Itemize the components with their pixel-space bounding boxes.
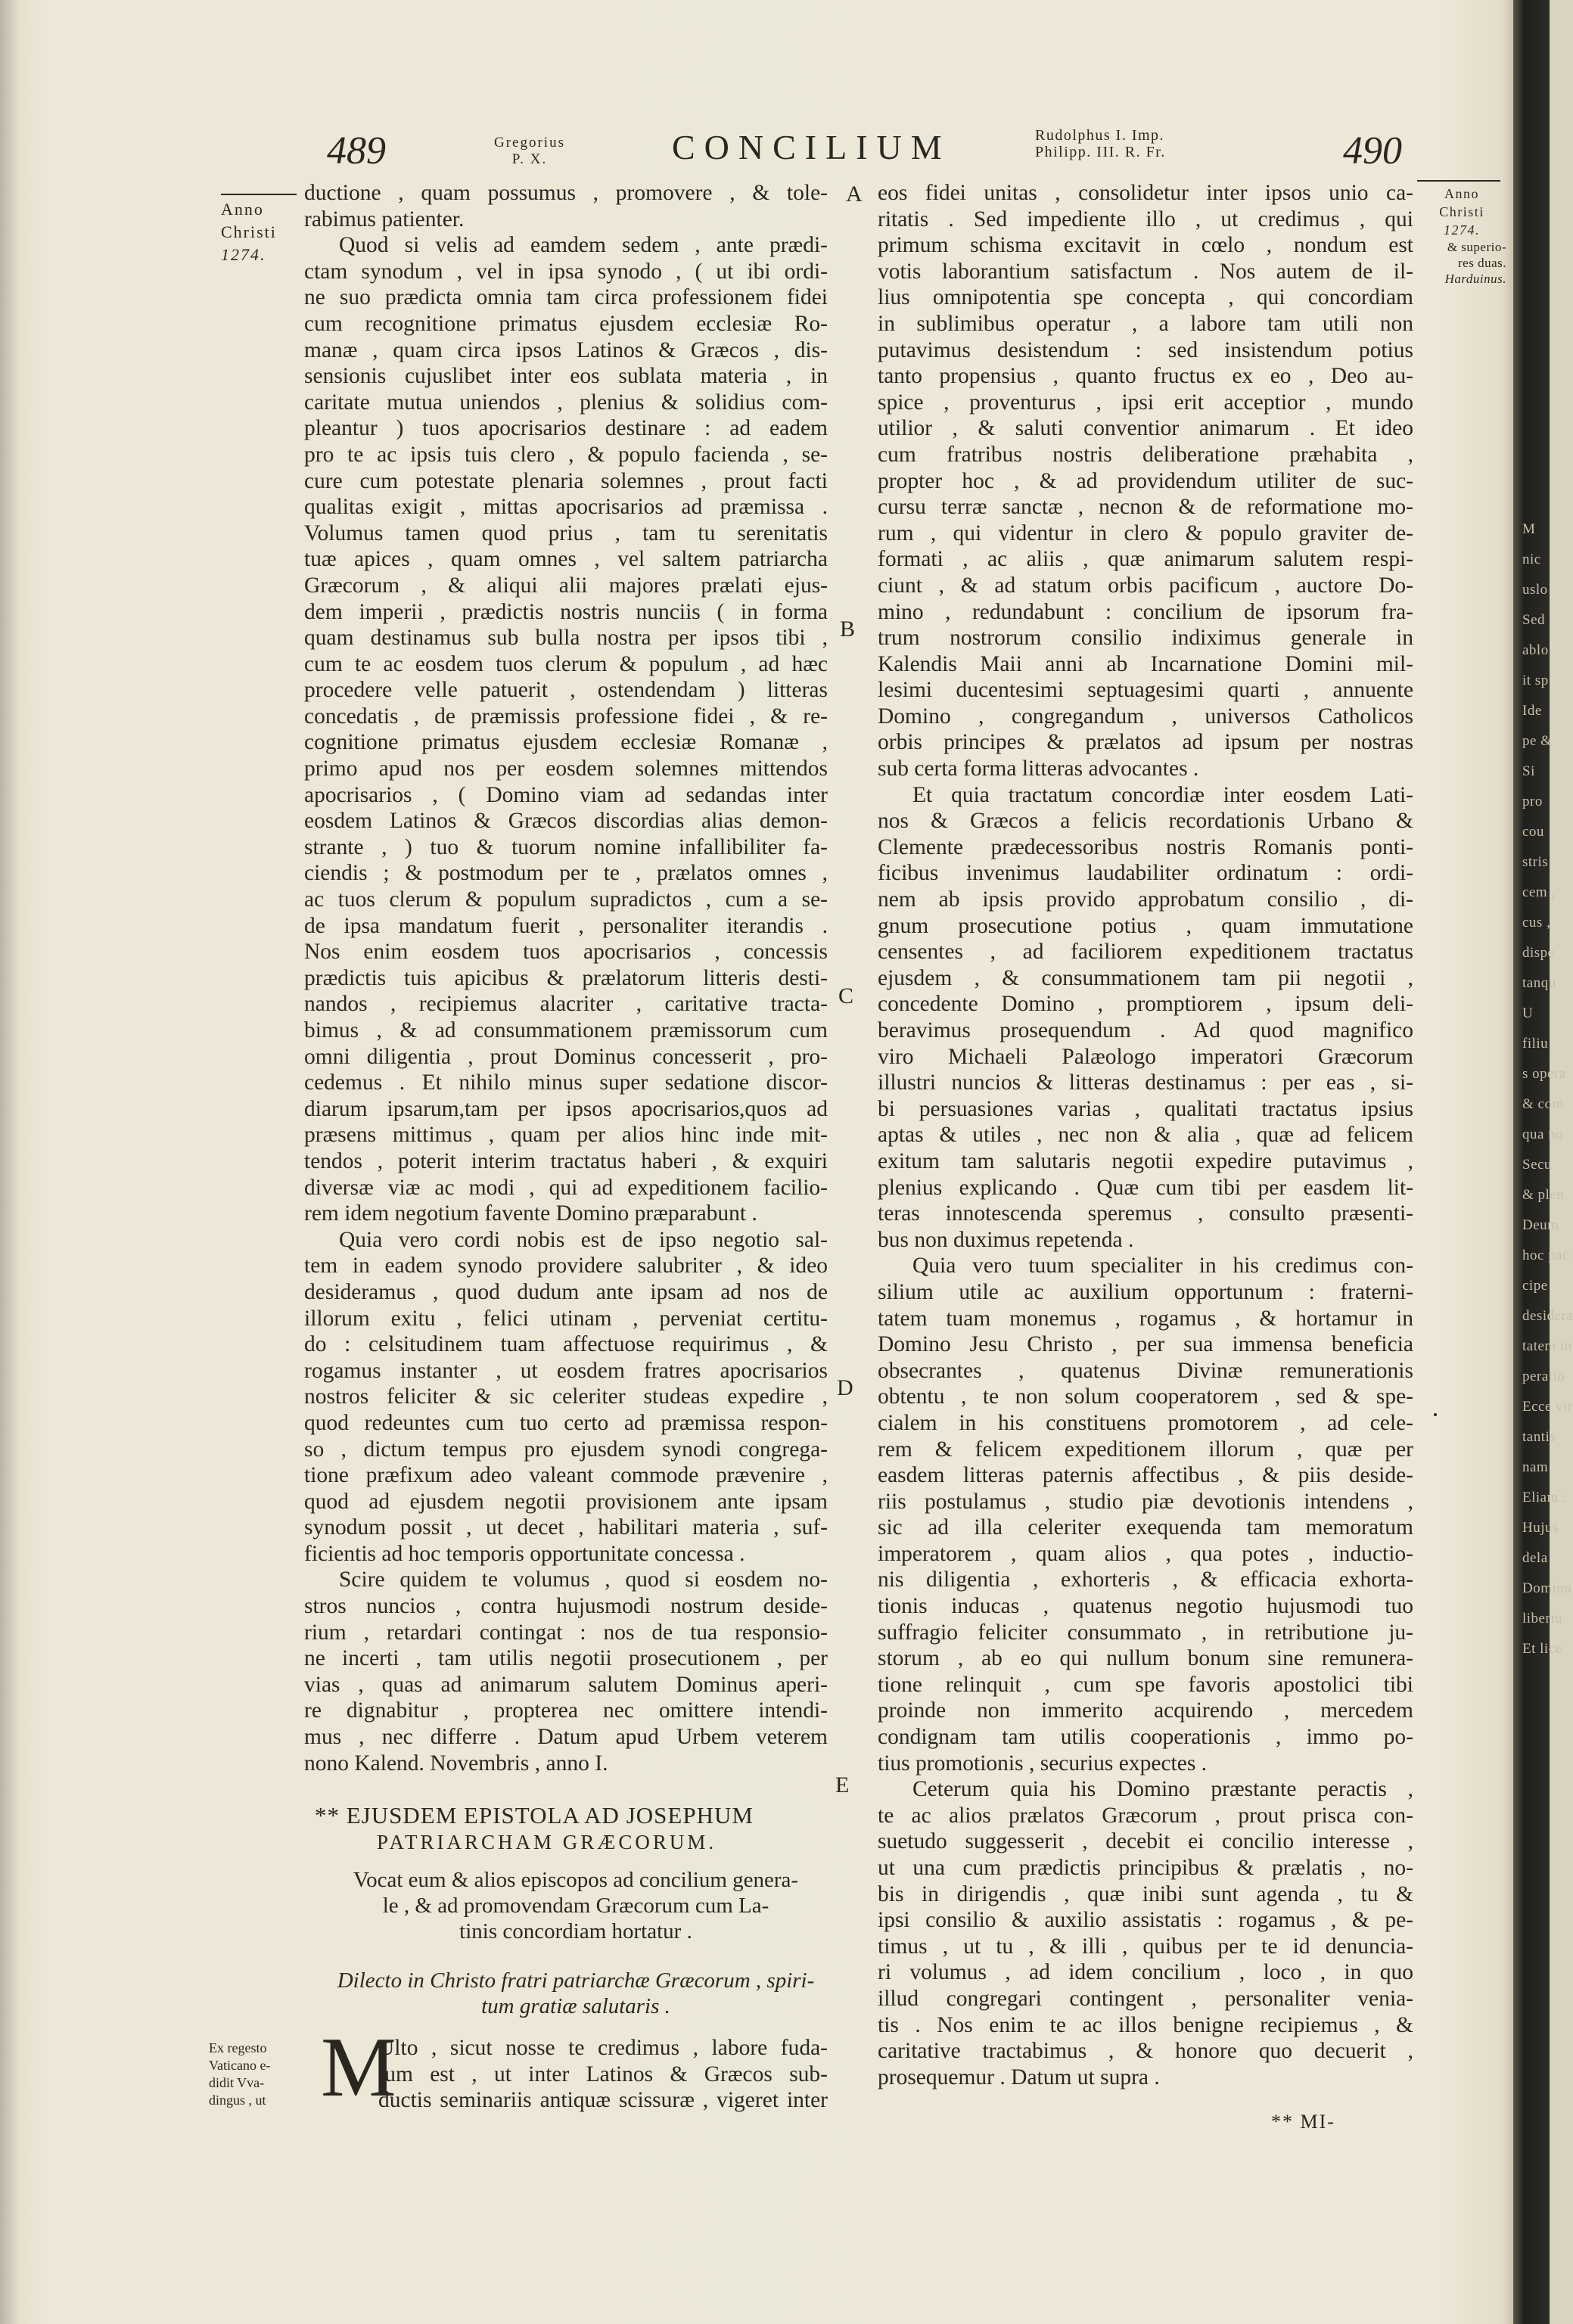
text-line: sic ad illa celeriter exequenda tam memoratum — [878, 1515, 1413, 1540]
text-line: quam destinamus sub bulla nostra per ipsos tibi , — [304, 626, 828, 651]
facing-page-fragment: peratio — [1522, 1369, 1565, 1384]
text-line: stros nuncios , contra hujusmodi nostrum deside- — [304, 1594, 828, 1619]
text-line: Nos enim eosdem tuos apocrisarios , concessis — [304, 940, 828, 965]
text-line: primo apud nos per eosdem solemnes mittendos — [304, 757, 828, 781]
facing-page-fragment: Secu — [1522, 1157, 1552, 1173]
text-line: Quia vero tuum specialiter in his credimus con- — [912, 1254, 1413, 1279]
facing-page-fragment: nic — [1522, 551, 1541, 567]
margin-rule — [1417, 180, 1500, 182]
text-line: nono Kalend. Novembris , anno I. — [304, 1751, 608, 1776]
text-line: cum te ac eosdem tuos clerum & populum , ad hæc — [304, 651, 828, 676]
text-line: desideramus , quod dudum ante ipsam ad nos de — [304, 1279, 828, 1304]
facing-page-fragment: it sp — [1522, 673, 1549, 688]
text-line: Et quia tractatum concordiæ inter eosdem Lati- — [912, 782, 1413, 807]
text-line: illorum exitu , felici utinam , perveniat certitu- — [304, 1306, 828, 1331]
text-line: mus , nec differre . Datum apud Urbem veterem — [304, 1725, 828, 1750]
running-head-emperor: Rudolphus I. Imp. — [1035, 127, 1165, 144]
margin-christi: Christi — [221, 222, 277, 241]
text-line: aptas & utiles , nec non & alia , quæ ad felicem — [878, 1123, 1413, 1148]
margin-note-line: res duas. — [1458, 256, 1506, 270]
epistle-dedication — [315, 1968, 837, 2019]
facing-page-fragment: & com — [1522, 1096, 1564, 1112]
text-line: exitum tam salutaris negotii expedire putavimus , — [878, 1148, 1413, 1173]
text-line: viro Michaeli Palæologo imperatori Græcorum — [878, 1044, 1413, 1069]
text-line: bi persuasiones varias , qualitati tractatus ipsius — [878, 1096, 1413, 1121]
section-marker-c: C — [838, 983, 854, 1008]
text-line: lesimi ducentesimi septuagesimi quarti , annuente — [878, 678, 1413, 703]
text-line: Clemente prædecessoribus nostris Romanis ponti- — [878, 834, 1413, 859]
text-line: ne suo prædicta omnia tam circa professionem fidei — [304, 285, 828, 310]
text-line: bis in dirigendis , quæ inibi sunt agenda , tu & — [878, 1881, 1413, 1906]
text-line: timus , ut tu , & illi , quibus per te id denuncia- — [878, 1934, 1413, 1959]
text-line: cum fratribus nostris deliberatione præhabita , — [878, 442, 1413, 467]
text-line: ciunt , & ad statum orbis pacificum , auctore Do- — [878, 573, 1413, 598]
facing-page-fragment: cem , — [1522, 884, 1556, 900]
text-line: trum nostrorum consilio indiximus generale in — [878, 626, 1413, 651]
dedication-line: Dilecto in Christo fratri patriarchæ Græcorum , spiri- — [337, 1968, 815, 1993]
text-line: de ipsa mandatum fuerit , personaliter iterandis . — [304, 913, 828, 938]
text-line: storum , ab eo qui nullum bonum sine remunera- — [878, 1646, 1413, 1671]
text-line: bus non duximus repetenda . — [878, 1227, 1134, 1252]
text-line: cure cum potestate plenaria solemnes , prout facti — [304, 468, 828, 493]
epistle-subheading: PATRIARCHAM GRÆCORUM. — [377, 1831, 717, 1853]
facing-page-fragment: U — [1522, 1005, 1534, 1021]
text-line: propter hoc , & ad providendum utiliter de suc- — [878, 468, 1413, 493]
text-line: spice , proventurus , ipsi erit acceptior , mundo — [878, 390, 1413, 415]
text-line: procedere velle patuerit , ostendendam ) litteras — [304, 678, 828, 703]
text-line: qualitas exigit , mittas apocrisarios ad præmissa . — [304, 495, 828, 520]
text-line: do : celsitudinem tuam affectuose requirimus , & — [304, 1332, 828, 1357]
text-line: illud congregari contingent , personaliter venia- — [878, 1986, 1413, 2011]
left-text-column — [304, 180, 828, 1776]
text-line: tione relinquit , cum spe favoris apostolici tibi — [878, 1672, 1413, 1697]
facing-page-fragment: hoc pac — [1522, 1247, 1570, 1263]
text-line: ctam synodum , vel in ipsa synodo , ( ut ibi ordi- — [304, 259, 828, 284]
left-margin-year-note — [221, 194, 304, 266]
text-line: Ceterum quia his Domino præstante peractis , — [912, 1777, 1413, 1802]
drop-capital: M — [321, 2021, 396, 2114]
section-marker-b: B — [840, 617, 856, 642]
text-line: prædictis tuis apicibus & prælatorum litteris desti- — [304, 965, 828, 990]
text-line: caritate mutua uniendos , plenius & solidius com- — [304, 390, 828, 415]
text-line: ficientis ad hoc temporis opportunitate concessa . — [304, 1541, 745, 1566]
text-line: cedemus . Et nihilo minus super sedatione discor- — [304, 1070, 828, 1095]
source-note-line: didit Vva- — [209, 2075, 265, 2090]
text-line: gnum prosecutione potius , quam immutatione — [878, 913, 1413, 938]
facing-page-fragment: tatem in — [1522, 1338, 1572, 1354]
text-line: vias , quas ad animarum salutem Dominus aperi- — [304, 1672, 828, 1697]
text-line: tanto propensius , quanto fructus ex eo , Deo au- — [878, 364, 1413, 389]
text-line: diversæ viæ ac modi , qui ad expeditionem facilio- — [304, 1175, 828, 1200]
margin-anno: Anno — [221, 200, 264, 219]
text-line: nem ab ipsis provido approbatum consilio , di- — [878, 887, 1413, 912]
text-line: Quod si velis ad eamdem sedem , ante prædi- — [339, 233, 828, 258]
facing-page-fragment: desidera — [1522, 1308, 1573, 1324]
text-line: ejusdem , & consummationem tam pii negotii , — [878, 965, 1413, 990]
text-line: sub certa forma litteras advocantes . — [878, 757, 1199, 781]
text-line: tatem tuam monemus , rogamus , & hortamur in — [878, 1306, 1413, 1331]
text-line: so , dictum tempus pro ejusdem synodi congrega- — [304, 1437, 828, 1462]
text-line: rogamus instanter , ut eosdem fratres apocrisarios — [304, 1358, 828, 1383]
text-line: eos fidei unitas , consolidetur inter ipsos unio ca- — [878, 181, 1413, 205]
text-line: Ulto , sicut nosse te credimus , labore fuda- — [378, 2036, 828, 2060]
text-line: Quia vero cordi nobis est de ipso negotio sal- — [339, 1227, 828, 1252]
text-line: Græcorum , & aliqui alii majores prælati ejus- — [304, 573, 828, 598]
text-line: rabimus patienter. — [304, 207, 465, 231]
catchword: ** MI- — [1271, 2111, 1335, 2133]
text-line: mino , redundabunt : concilium de ipsorum fra- — [878, 599, 1413, 624]
facing-page-fragment: Dominu — [1522, 1580, 1572, 1596]
facing-page-text-fragments — [1522, 514, 1573, 2254]
text-line: dem imperii , prædictis nostris nunciis ( in forma — [304, 599, 828, 624]
text-line: Domino Jesu Christo , per sua immensa beneficia — [878, 1332, 1413, 1357]
epistle-body — [378, 2035, 828, 2114]
text-line: apocrisarios , ( Domino viam ad sedandas inter — [304, 782, 828, 807]
margin-anno: Anno — [1444, 186, 1479, 201]
source-note-line: dingus , ut — [209, 2093, 266, 2108]
right-margin-year-note — [1417, 180, 1506, 287]
text-line: obsecrantes , quatenus Divinæ remunerationis — [878, 1358, 1413, 1383]
text-line: ipsi consilio & auxilio assistatis : rogamus , & pe- — [878, 1908, 1413, 1933]
facing-page-fragment: & plen — [1522, 1187, 1565, 1203]
text-line: easdem litteras paternis affectibus , & piis deside- — [878, 1463, 1413, 1488]
text-line: pleantur ) tuos apocrisarios destinare : ad eadem — [304, 416, 828, 441]
text-line: condignam tam utilis cooperationis , immo po- — [878, 1725, 1413, 1750]
facing-page-fragment: dela — [1522, 1550, 1548, 1566]
text-line: censentes , ad faciliorem expeditionem tractatus — [878, 940, 1413, 965]
section-marker-a: A — [846, 182, 863, 207]
text-line: ciendis ; & postmodum per te , prælatos omnes , — [304, 861, 828, 886]
text-line: ac tuos clerum & populum supradictos , cum a se- — [304, 887, 828, 912]
text-line: synodum possit , ut decet , habilitari materia , suf- — [304, 1515, 828, 1540]
text-line: ritatis . Sed impediente illo , ut credimus , qui — [878, 207, 1413, 231]
facing-page-fragment: Hujus — [1522, 1520, 1559, 1536]
facing-page-fragment: cipe — [1522, 1278, 1548, 1294]
text-line: prosequemur . Datum ut supra . — [878, 2065, 1160, 2089]
text-line: illustri nuncios & litteras destinamus : per eas , si- — [878, 1070, 1413, 1095]
text-line: ductis seminariis antiquæ scissuræ , vigeret inter — [378, 2088, 828, 2113]
text-line: nos & Græcos a felicis recordationis Urbano & — [878, 809, 1413, 834]
facing-page-fragment: filiu — [1522, 1036, 1549, 1052]
facing-page-fragment: qua no — [1522, 1126, 1564, 1142]
text-line: tendos , poterit interim tractatus haberi , & exquiri — [304, 1148, 828, 1173]
summary-line: Vocat eum & alios episcopos ad concilium genera- — [353, 1868, 799, 1892]
text-line: rium , retardari contingat : nos de tua responsio- — [304, 1620, 828, 1645]
facing-page-fragment: Si — [1522, 763, 1535, 779]
facing-page-fragment: M — [1522, 521, 1536, 537]
text-line: plenius explicando . Quæ cum tibi per easdem lit- — [878, 1175, 1413, 1200]
summary-line: tinis concordiam hortatur . — [459, 1919, 692, 1943]
text-line: diarum ipsarum,tam per ipsos apocrisarios,quos ad — [304, 1096, 828, 1121]
facing-page-fragment: Et lice — [1522, 1641, 1562, 1657]
summary-line: le , & ad promovendam Græcorum cum La- — [382, 1894, 769, 1918]
text-line: obtentu , te non solum cooperatorem , sed & spe- — [878, 1384, 1413, 1409]
facing-page-fragment: Eliam : — [1522, 1490, 1567, 1505]
facing-page-fragment: pro — [1522, 794, 1543, 809]
text-line: tuæ apices , quam omnes , vel saltem patriarcha — [304, 547, 828, 572]
text-line: suffragio feliciter consummato , in retributione ju- — [878, 1620, 1413, 1645]
text-line: ri volumus , ad idem concilium , loco , in quo — [878, 1960, 1413, 1985]
facing-page-fragment: tanqu — [1522, 975, 1556, 991]
text-line: te ac alios prælatos Græcorum , prout prisca con- — [878, 1803, 1413, 1828]
facing-page-fragment: ablo — [1522, 642, 1549, 658]
text-line: tis . Nos enim te ac illos benigne recipiemus , & — [878, 2012, 1413, 2037]
text-line: suetudo suggesserit , decebit ei concilio interesse , — [878, 1829, 1413, 1854]
text-line: orbis principes & prælatos ad ipsum per nostras — [878, 730, 1413, 755]
text-line: utilior , & saluti conventior animarum . Et ideo — [878, 416, 1413, 441]
running-head-pope-name: Gregorius — [494, 135, 565, 151]
facing-page-fragment: tantis — [1522, 1429, 1556, 1445]
text-line: cursu terræ sanctæ , necnon & de reformatione mo- — [878, 495, 1413, 520]
text-line: tius promotionis , securius expectes . — [878, 1751, 1208, 1776]
text-line: Volumus tamen quod prius , tam tu serenitatis — [304, 520, 828, 545]
facing-page-fragment: s opera — [1522, 1066, 1566, 1082]
facing-page-fragment: cou — [1522, 824, 1544, 840]
text-line: ductione , quam possumus , promovere , & tole- — [304, 181, 828, 205]
text-line: formati , ac aliis , quæ animarum salutem respi- — [878, 547, 1413, 572]
left-margin-source-note — [209, 2040, 315, 2109]
text-line: concedatis , de præmissis professione fidei , & re- — [304, 704, 828, 729]
text-line: omni diligentia , prout Dominus concesserit , pro- — [304, 1044, 828, 1069]
margin-year: 1274. — [1444, 222, 1480, 238]
margin-note-superiores — [1417, 239, 1506, 287]
facing-page-fragment: cus , — [1522, 915, 1551, 931]
text-line: cum recognitione primatus ejusdem ecclesiæ Ro- — [304, 311, 828, 336]
facing-page-fragment: nam — [1522, 1459, 1549, 1475]
text-line: tem in eadem synodo providere salubriter , & ideo — [304, 1254, 828, 1279]
text-line: præsens mittimus , quam per alios hinc inde mit- — [304, 1123, 828, 1148]
text-line: Domino , congregandum , universos Catholicos — [878, 704, 1413, 729]
text-line: Kalendis Maii anni ab Incarnatione Domini mil- — [878, 651, 1413, 676]
text-line: beravimus prosequendum . Ad quod magnifico — [878, 1018, 1413, 1042]
facing-page-fragment: Sed — [1522, 612, 1545, 628]
text-line: nostros feliciter & sic celeriter studeas expedire , — [304, 1384, 828, 1409]
text-line: eosdem Latinos & Græcos discordias alias demon- — [304, 809, 828, 834]
running-head-pope — [477, 135, 583, 168]
text-line: cialem in his constituens promotorem , ad cele- — [878, 1410, 1413, 1435]
text-line: ne incerti , tam utilis negotii prosecutionem , per — [304, 1646, 828, 1671]
source-note-line: Ex regesto — [209, 2040, 267, 2055]
text-line: quod ad ejusdem negotii provisionem ante ipsam — [304, 1489, 828, 1514]
text-line: sensionis cujuslibet inter eos sublata materia , in — [304, 364, 828, 389]
running-head-rulers — [1035, 127, 1262, 160]
margin-year: 1274. — [221, 245, 266, 264]
facing-page-fragment: Ecce vir — [1522, 1399, 1573, 1415]
text-line: strante , ) tuo & tuorum nomine infallibiliter fa- — [304, 834, 828, 859]
section-marker-e: E — [835, 1773, 850, 1797]
text-line: rem & felicem expeditionem illorum , quæ per — [878, 1437, 1413, 1462]
text-line: ut una cum prædictis principibus & prælatis , no- — [878, 1856, 1413, 1880]
text-line: lius omnipotentia spe concepta , qui concordiam — [878, 285, 1413, 310]
text-line: nandos , recipiemus alacriter , caritative tracta- — [304, 992, 828, 1017]
text-line: cognitione primatus ejusdem ecclesiæ Romanæ , — [304, 730, 828, 755]
margin-rule — [221, 194, 297, 195]
margin-christi: Christi — [1439, 204, 1484, 219]
epistle-summary — [315, 1867, 837, 1944]
page-number-left: 489 — [327, 129, 386, 172]
right-text-column — [878, 180, 1413, 2090]
page-number-right: 490 — [1343, 129, 1402, 172]
dedication-line: tum gratiæ salutaris . — [481, 1994, 670, 2018]
epistle-heading: ** EJUSDEM EPISTOLA AD JOSEPHUM — [315, 1802, 754, 1828]
facing-page-fragment: uslo — [1522, 582, 1548, 598]
ink-dot — [1434, 1413, 1437, 1416]
text-line: teras innotescenda speremus , consulto præsenti- — [878, 1201, 1413, 1226]
text-line: votis laborantium satisfactum . Nos autem de il- — [878, 259, 1413, 284]
text-line: quod redeuntes cum tuo certo ad præmissa respon- — [304, 1410, 828, 1435]
text-line: nis diligentia , exhorteris , & efficacia exhorta- — [878, 1567, 1413, 1592]
facing-page-fragment: dispe — [1522, 945, 1555, 961]
text-line: concedente Domino , promptiorem , ipsum deli- — [878, 992, 1413, 1017]
source-note-line: Vaticano e- — [209, 2058, 271, 2073]
text-line: primum schisma excitavit in cœlo , nondum est — [878, 233, 1413, 258]
text-line: ficibus invenimus laudabiliter ordinatum : ordi- — [878, 861, 1413, 886]
running-head-king: Philipp. III. R. Fr. — [1035, 144, 1166, 160]
text-line: putavimus desistendum : sed insistendum potius — [878, 337, 1413, 362]
facing-page-fragment: pe & — [1522, 733, 1553, 749]
text-line: caritative tractabimus , & honore quo decuerit , — [878, 2039, 1413, 2064]
running-head-title: CONCILIUM — [672, 128, 951, 166]
section-marker-d: D — [837, 1375, 853, 1400]
running-head-pope-number: P. X. — [511, 151, 548, 167]
text-line: riis postulamus , studio piæ devotionis intendens , — [878, 1489, 1413, 1514]
margin-note-line: Harduinus. — [1444, 272, 1506, 286]
margin-note-line: & superio- — [1447, 240, 1506, 254]
text-line: re dignabitur , propterea nec omittere intendi- — [304, 1698, 828, 1723]
text-line: silium utile ac auxilium opportunum : fraterni- — [878, 1279, 1413, 1304]
text-line: imperatorem , quam alios , qua potes , inductio- — [878, 1541, 1413, 1566]
facing-page-fragment: Ide — [1522, 703, 1542, 719]
text-line: tum est , ut inter Latinos & Græcos sub- — [378, 2061, 828, 2086]
text-line: tione præfixum adeo valeant commode prævenire , — [304, 1463, 828, 1488]
text-line: rem idem negotium favente Domino præparabunt . — [304, 1201, 757, 1226]
facing-page-fragment: stris — [1522, 854, 1549, 870]
text-line: manæ , quam circa ipsos Latinos & Græcos , dis- — [304, 337, 828, 362]
facing-page-fragment: liberiu — [1522, 1611, 1563, 1626]
text-line: proinde non immerito acquirendo , mercedem — [878, 1698, 1413, 1723]
text-line: rum , qui videntur in clero & populo graviter de- — [878, 520, 1413, 545]
text-line: bimus , & ad consummationem præmissorum cum — [304, 1018, 828, 1042]
text-line: Scire quidem te volumus , quod si eosdem no- — [339, 1567, 828, 1592]
text-line: pro te ac ipsis tuis clero , & populo facienda , se- — [304, 442, 828, 467]
text-line: in sublimibus operatur , a labore tam utili non — [878, 311, 1413, 336]
text-line: tionis inducas , quatenus negotio hujusmodi tuo — [878, 1594, 1413, 1619]
facing-page-fragment: Deum — [1522, 1217, 1559, 1233]
